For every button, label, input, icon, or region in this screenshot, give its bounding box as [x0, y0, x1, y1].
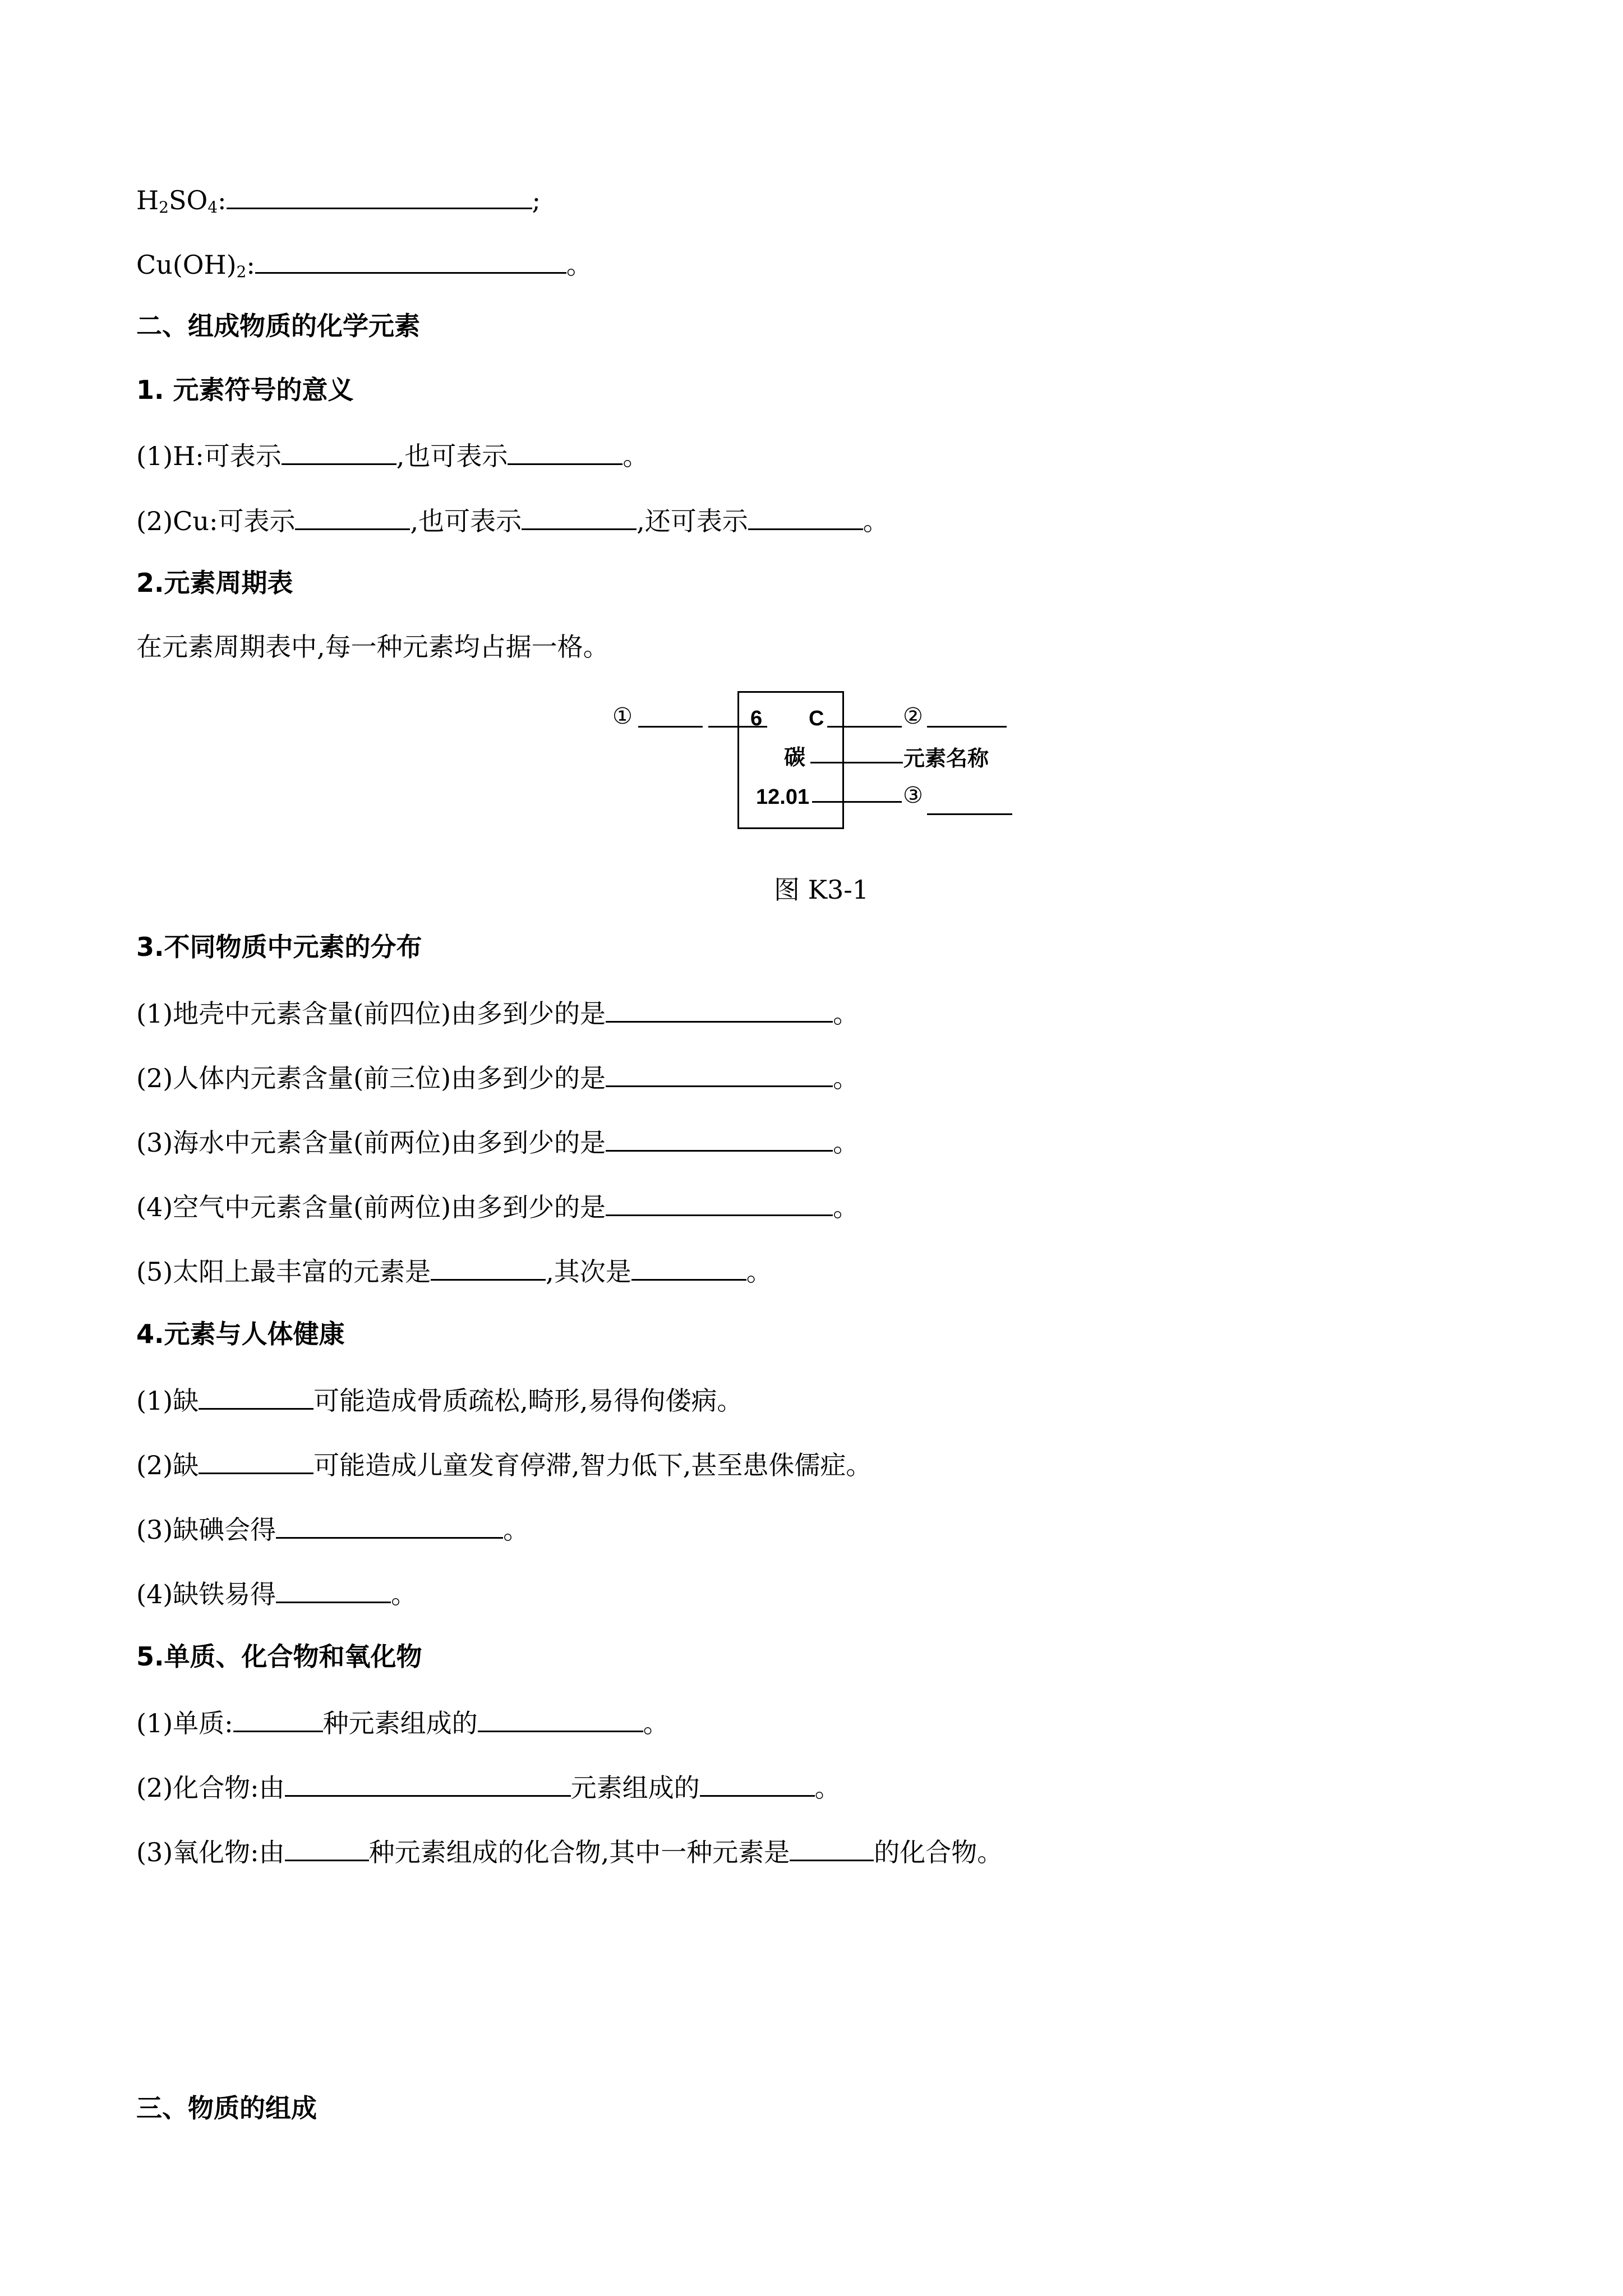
formula-subscript: 2: [159, 198, 169, 217]
answer-blank[interactable]: [199, 1386, 313, 1410]
question-text: (2)人体内元素含量(前三位)由多到少的是: [136, 1063, 606, 1093]
answer-blank[interactable]: [508, 441, 623, 465]
question-heading: 5.单质、化合物和氧化物: [136, 1641, 422, 1672]
question-text: 的化合物。: [874, 1837, 1003, 1867]
question-line: [136, 1579, 417, 1607]
periodic-cell-diagram: [600, 691, 1043, 843]
formula-h2so4-line: [136, 185, 541, 217]
question-heading: 3.不同物质中元素的分布: [136, 932, 422, 962]
punct: 。: [863, 506, 889, 536]
punct: 。: [503, 1515, 529, 1545]
answer-blank[interactable]: [295, 506, 410, 530]
question-text: (1)缺: [136, 1386, 199, 1416]
connector-line: [812, 801, 902, 803]
punct: ;: [532, 185, 541, 215]
colon: :: [218, 185, 227, 215]
question-line: [136, 1450, 872, 1478]
question-text: 元素组成的: [570, 1773, 700, 1803]
answer-blank[interactable]: [790, 1837, 874, 1861]
formula-subscript: 4: [208, 198, 218, 217]
punct: 。: [623, 441, 649, 471]
question-text: (2)缺: [136, 1450, 199, 1480]
question-heading: 2.元素周期表: [136, 568, 293, 598]
answer-blank-1[interactable]: [638, 726, 703, 728]
question-line: [136, 1773, 841, 1801]
formula-text: H: [136, 185, 159, 215]
answer-blank[interactable]: [631, 1257, 746, 1281]
question-text: (2)化合物:由: [136, 1773, 285, 1803]
atomic-mass: 12.01: [756, 785, 810, 809]
question-line: [136, 1515, 529, 1543]
section-heading: 二、组成物质的化学元素: [136, 311, 420, 341]
question-line: [136, 1128, 859, 1156]
connector-line: [827, 726, 902, 728]
punct: 。: [746, 1257, 772, 1287]
colon: :: [246, 250, 255, 280]
punct: 。: [833, 999, 859, 1029]
question-heading: 1. 元素符号的意义: [136, 375, 354, 405]
punct: 。: [833, 1063, 859, 1093]
question-text: (2)Cu:可表示: [136, 506, 296, 536]
question-text: (4)缺铁易得: [136, 1579, 276, 1609]
question-line: [136, 506, 889, 534]
answer-blank[interactable]: [606, 999, 833, 1023]
question-line: [136, 1837, 1003, 1865]
answer-blank-2[interactable]: [927, 726, 1007, 728]
punct: 。: [566, 250, 592, 280]
question-text: (3)海水中元素含量(前两位)由多到少的是: [136, 1128, 606, 1158]
formula-text: Cu(OH): [136, 250, 237, 280]
question-text: ,还可表示: [637, 506, 748, 536]
answer-blank[interactable]: [199, 1450, 313, 1474]
answer-blank[interactable]: [255, 250, 566, 274]
answer-blank[interactable]: [276, 1579, 391, 1603]
answer-blank[interactable]: [431, 1257, 546, 1281]
answer-blank[interactable]: [606, 1192, 833, 1216]
element-name-label: 元素名称: [903, 747, 989, 771]
answer-blank[interactable]: [285, 1837, 369, 1861]
answer-blank[interactable]: [606, 1063, 833, 1087]
formula-text: SO: [168, 185, 208, 215]
question-text: 可能造成骨质疏松,畸形,易得佝偻病。: [313, 1386, 743, 1416]
question-line: [136, 441, 648, 469]
answer-blank[interactable]: [227, 185, 532, 209]
question-text: (5)太阳上最丰富的元素是: [136, 1257, 431, 1287]
punct: 。: [833, 1192, 859, 1222]
answer-blank[interactable]: [606, 1128, 833, 1152]
formula-cuoh2-line: [136, 250, 592, 281]
question-text: (3)缺碘会得: [136, 1515, 276, 1545]
atomic-number: 6: [750, 707, 763, 730]
question-text: 可能造成儿童发育停滞,智力低下,甚至患侏儒症。: [313, 1450, 872, 1480]
figure-caption: 图 K3-1: [774, 875, 869, 905]
question-text: 种元素组成的: [322, 1708, 478, 1738]
element-name: 碳: [784, 746, 806, 770]
question-text: ,也可表示: [396, 441, 508, 471]
label-3: ③: [903, 783, 923, 808]
question-text: (1)H:可表示: [136, 441, 282, 471]
question-line: [136, 1708, 669, 1736]
question-line: [136, 1192, 859, 1220]
question-text: 种元素组成的化合物,其中一种元素是: [368, 1837, 790, 1867]
answer-blank[interactable]: [276, 1515, 503, 1539]
punct: 。: [833, 1128, 859, 1158]
question-line: [136, 1063, 859, 1091]
question-text: (3)氧化物:由: [136, 1837, 285, 1867]
question-text: ,其次是: [546, 1257, 631, 1287]
answer-blank[interactable]: [478, 1708, 643, 1732]
label-1: ①: [612, 703, 633, 729]
answer-blank[interactable]: [748, 506, 863, 530]
question-text: (1)地壳中元素含量(前四位)由多到少的是: [136, 999, 606, 1029]
answer-blank[interactable]: [285, 1773, 571, 1797]
question-text: ,也可表示: [410, 506, 522, 536]
answer-blank[interactable]: [700, 1773, 815, 1797]
section-heading: 三、物质的组成: [136, 2093, 317, 2123]
label-2: ②: [903, 703, 923, 729]
punct: 。: [391, 1579, 417, 1609]
question-text: (1)单质:: [136, 1708, 233, 1738]
question-line: [136, 1386, 743, 1414]
answer-blank[interactable]: [522, 506, 637, 530]
connector-line: [810, 762, 903, 763]
element-symbol: C: [809, 707, 824, 730]
answer-blank[interactable]: [233, 1708, 323, 1732]
question-text: 在元素周期表中,每一种元素均占据一格。: [136, 632, 609, 662]
question-text: (4)空气中元素含量(前两位)由多到少的是: [136, 1192, 606, 1222]
punct: 。: [814, 1773, 841, 1803]
question-line: [136, 999, 859, 1027]
punct: 。: [643, 1708, 669, 1738]
question-line: [136, 1257, 772, 1285]
answer-blank-3[interactable]: [927, 813, 1012, 815]
formula-subscript: 2: [236, 263, 247, 281]
question-heading: 4.元素与人体健康: [136, 1319, 345, 1349]
answer-blank[interactable]: [282, 441, 396, 465]
